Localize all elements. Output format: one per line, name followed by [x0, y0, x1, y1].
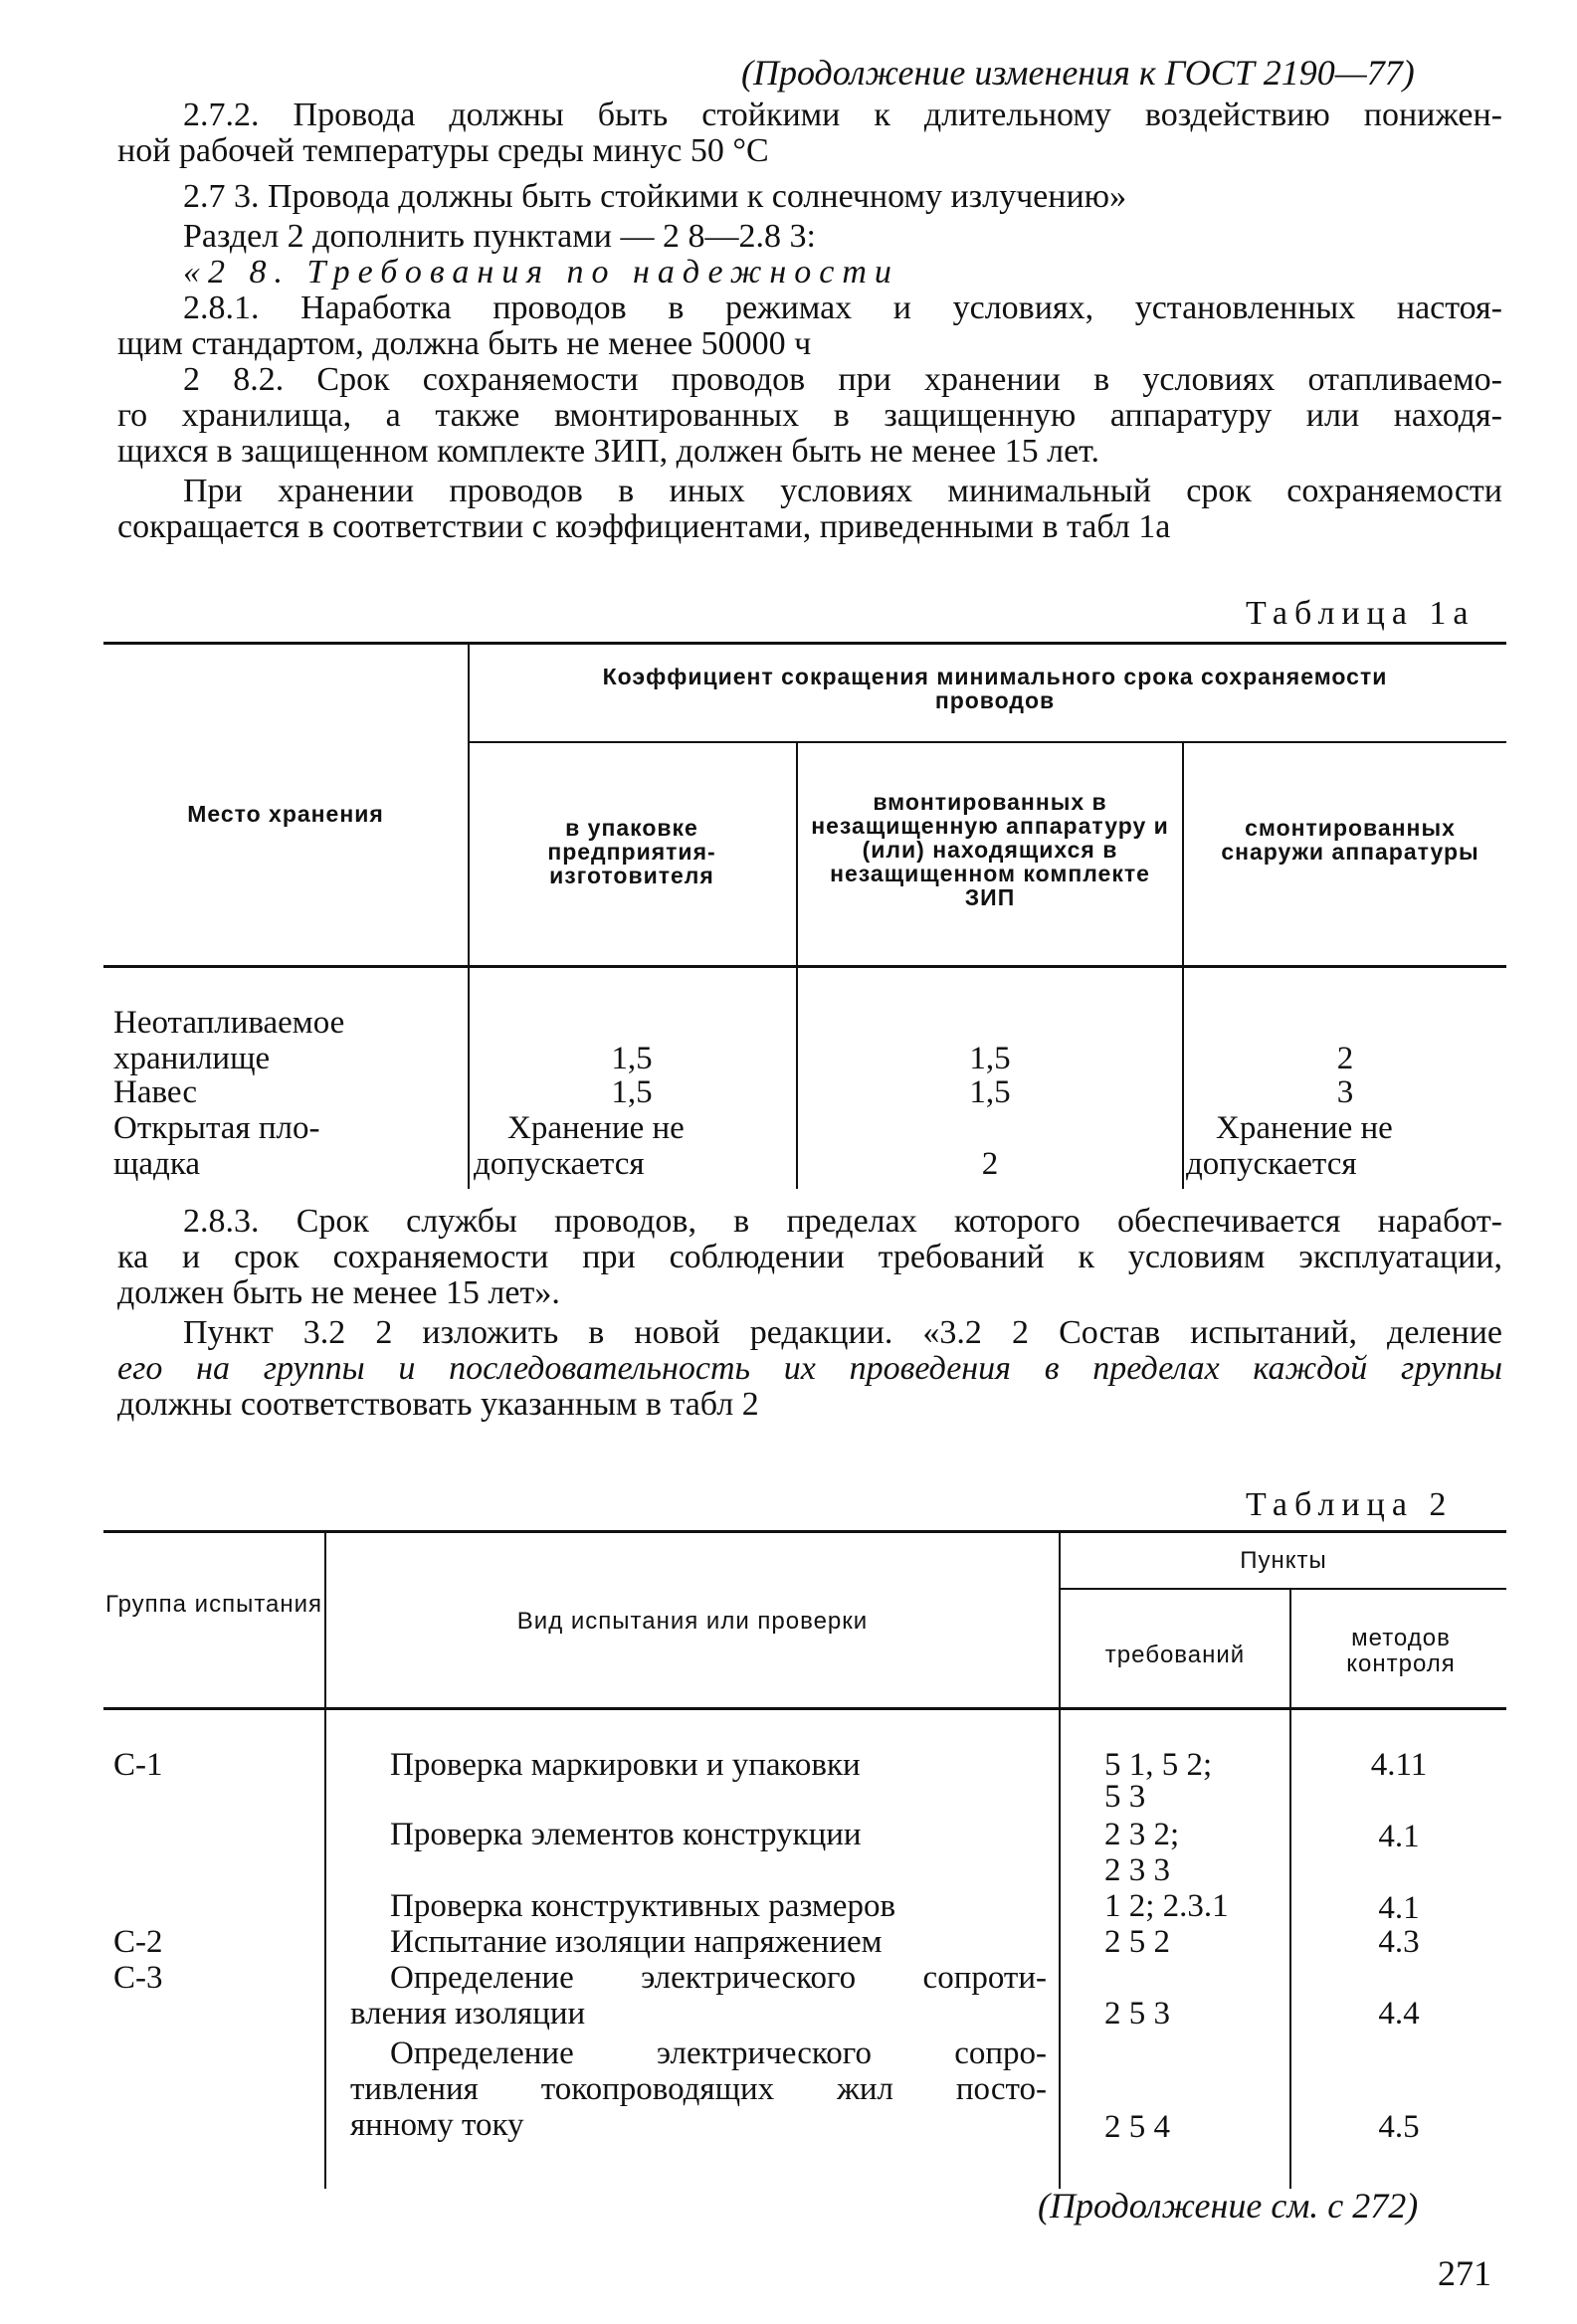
- table-2-col-req: требований: [1104, 1642, 1246, 1668]
- table-2-row4-req: 2 5 2: [1104, 1924, 1170, 1960]
- table-1a-header-rule: [103, 965, 1506, 968]
- page-footer-continuation: (Продолжение см. с 272): [1038, 2186, 1419, 2226]
- table-2-row1-req-line2: 5 3: [1104, 1779, 1146, 1815]
- table-1a-row3-b: 2: [981, 1146, 999, 1182]
- table-2-row2-req-line2: 2 3 3: [1104, 1852, 1170, 1888]
- table-2-row4-group: С-2: [113, 1924, 163, 1960]
- table-2-row6-req: 2 5 4: [1104, 2109, 1170, 2145]
- table-2-row5-method: 4.4: [1378, 1996, 1420, 2032]
- table-2-row6-kind-line1: Определение электрического сопро-: [390, 2035, 1047, 2071]
- table-2-row5-kind-line2: вления изоляции: [350, 1996, 586, 2032]
- table-2-row6-kind-line2: тивления токопроводящих жил посто-: [350, 2071, 1047, 2107]
- table-1a-col-group: Коэффициент сокращения минимального срока сохраняемости проводов: [602, 664, 1388, 713]
- table-1a-top-rule: [103, 642, 1506, 645]
- table-2-caption: Таблица 2: [1246, 1486, 1454, 1523]
- table-2-col-method: методов контроля: [1346, 1625, 1456, 1677]
- paragraph-2-8-2-line3: щихся в защищенном комплекте ЗИП, должен быть не менее 15 лет.: [117, 433, 1099, 470]
- table-2-header-rule: [103, 1707, 1506, 1710]
- table-2-row3-method: 4.1: [1378, 1890, 1420, 1926]
- table-1a-row3-c-line2: допускается: [1186, 1146, 1357, 1182]
- table-1a-col-c: смонтированных снаружи аппаратуры: [1221, 815, 1479, 865]
- table-2-top-rule: [103, 1530, 1506, 1533]
- table-1a-col-a: в упаковке предприятия-изготовителя: [547, 815, 716, 888]
- table-2-row3-req: 1 2; 2.3.1: [1104, 1888, 1229, 1924]
- table-2-row4-kind: Испытание изоляции напряжением: [390, 1924, 883, 1960]
- table-2-row1-group: С-1: [113, 1747, 163, 1783]
- table-1a-row3-place-line2: щадка: [113, 1146, 201, 1182]
- table-1a-vline-3: [1182, 741, 1184, 967]
- table-1a-col-place: Место хранения: [187, 801, 384, 827]
- table-1a-caption: Таблица 1а: [1246, 595, 1476, 632]
- paragraph-3-2-2-line2: его на группы и последовательность их проведения в пределах каждой группы: [117, 1350, 1502, 1387]
- paragraph-2-8-3-line2: ка и срок сохраняемости при соблюдении требований к условиям эксплуатации,: [117, 1239, 1502, 1275]
- table-2-row5-req: 2 5 3: [1104, 1996, 1170, 2032]
- table-2-row1-kind: Проверка маркировки и упаковки: [390, 1747, 861, 1783]
- table-1a-row1-c: 2: [1336, 1041, 1354, 1076]
- table-2-row2-method: 4.1: [1378, 1819, 1420, 1854]
- table-2-row6-kind-line3: янному току: [350, 2107, 524, 2143]
- paragraph-2-8-3-line1: 2.8.3. Срок службы проводов, в пределах которого обеспечивается наработ-: [183, 1203, 1502, 1240]
- table-2-row1-req-line1: 5 1, 5 2;: [1104, 1747, 1213, 1783]
- paragraph-2-7-2-line2: ной рабочей температуры среды минус 50 °С: [117, 132, 769, 169]
- table-2-col-kind: Вид испытания или проверки: [516, 1608, 869, 1635]
- table-1a-row1-place-line1: Неотапливаемое: [113, 1005, 345, 1041]
- table-1a-vline-2: [796, 741, 798, 967]
- table-1a-row2-place: Навес: [113, 1074, 197, 1110]
- paragraph-storage-line1: При хранении проводов в иных условиях минимальный срок сохраняемости: [183, 473, 1502, 509]
- table-2-row6-method: 4.5: [1378, 2109, 1420, 2145]
- paragraph-storage-line2: сокращается в соответствии с коэффициентами, приведенными в табл 1а: [117, 508, 1171, 545]
- table-2-row1-method: 4.11: [1370, 1747, 1428, 1783]
- paragraph-2-8-1-line2: щим стандартом, должна быть не менее 50000 ч: [117, 325, 812, 362]
- table-2-vline-2: [1059, 1530, 1061, 2189]
- table-2-row3-kind: Проверка конструктивных размеров: [390, 1888, 896, 1924]
- table-1a-row3-a-line1: Хранение не: [507, 1110, 685, 1146]
- paragraph-2-8-3-line3: должен быть не менее 15 лет».: [117, 1274, 560, 1311]
- table-1a-vline-1: [468, 642, 470, 967]
- paragraph-section-2-add: Раздел 2 дополнить пунктами — 2 8—2.8 3:: [183, 218, 816, 255]
- table-2-row2-kind: Проверка элементов конструкции: [390, 1817, 862, 1852]
- table-1a-row3-place-line1: Открытая пло-: [113, 1110, 320, 1146]
- reliability-heading: «2 8. Требования по надежности: [183, 254, 899, 290]
- table-2-vline-3: [1289, 1588, 1291, 2189]
- table-2-col-group: Группа испытания: [104, 1591, 323, 1618]
- page-number: 271: [1438, 2253, 1491, 2293]
- table-1a-row3-a-line2: допускается: [474, 1146, 645, 1182]
- table-2-row2-req-line1: 2 3 2;: [1104, 1817, 1180, 1852]
- paragraph-2-7-3: 2.7 3. Провода должны быть стойкими к солнечному излучению»: [183, 178, 1127, 215]
- table-1a-row1-b: 1,5: [969, 1041, 1011, 1076]
- table-1a-row1-a: 1,5: [611, 1041, 653, 1076]
- table-2-group-rule: [1061, 1588, 1506, 1590]
- table-2-row5-group: С-3: [113, 1960, 163, 1996]
- table-1a-row1-place-line2: хранилище: [113, 1041, 271, 1076]
- table-1a-group-rule: [468, 741, 1506, 743]
- paragraph-2-8-2-line2: го хранилища, а также вмонтированных в защищенную аппаратуру или находя-: [117, 397, 1502, 434]
- paragraph-2-8-1-line1: 2.8.1. Наработка проводов в режимах и условиях, установленных настоя-: [183, 290, 1502, 326]
- table-1a-row2-c: 3: [1336, 1074, 1354, 1110]
- table-1a-row3-c-line1: Хранение не: [1216, 1110, 1393, 1146]
- table-1a-row2-a: 1,5: [611, 1074, 653, 1110]
- paragraph-2-8-2-line1: 2 8.2. Срок сохраняемости проводов при хранении в условиях отапливаемо-: [183, 361, 1502, 398]
- table-2-row5-kind-line1: Определение электрического сопроти-: [390, 1960, 1047, 1996]
- table-2-row4-method: 4.3: [1378, 1924, 1420, 1960]
- table-1a-col-b: вмонтированных в незащищенную аппаратуру и (или) находящихся в незащищенном комплекте ЗИП: [811, 789, 1169, 910]
- page-header: (Продолжение изменения к ГОСТ 2190—77): [741, 53, 1415, 93]
- paragraph-2-7-2-line1: 2.7.2. Провода должны быть стойкими к длительному воздействию понижен-: [183, 97, 1502, 133]
- paragraph-3-2-2-line3: должны соответствовать указанным в табл 2: [117, 1386, 759, 1423]
- table-2-col-points: Пункты: [1240, 1547, 1327, 1574]
- paragraph-3-2-2-line1: Пункт 3.2 2 изложить в новой редакции. «3.2 2 Состав испытаний, деление: [183, 1314, 1502, 1351]
- table-1a-row2-b: 1,5: [969, 1074, 1011, 1110]
